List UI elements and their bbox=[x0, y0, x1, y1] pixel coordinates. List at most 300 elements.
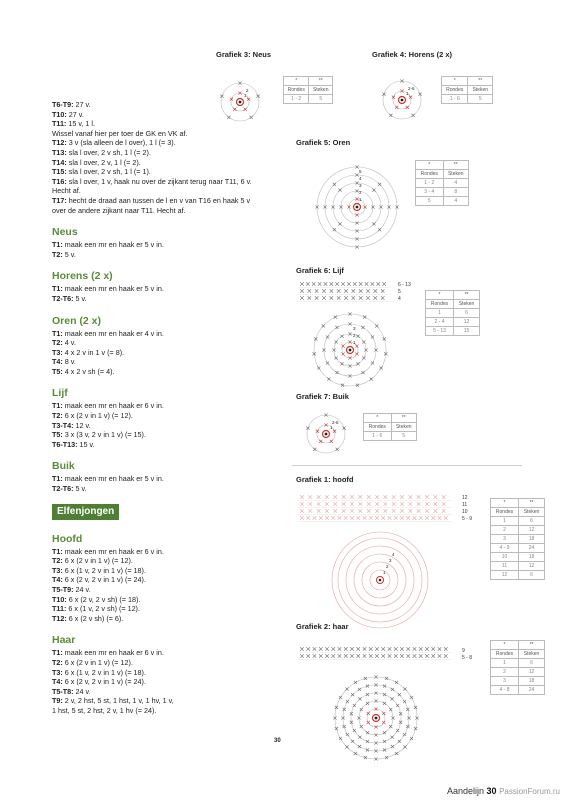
legend-cell: 5 bbox=[468, 95, 493, 104]
stitch-x bbox=[410, 696, 413, 699]
stitch-x bbox=[325, 495, 329, 499]
instruction-line bbox=[52, 148, 292, 158]
round-number: 1 bbox=[406, 91, 409, 96]
legend-cell: 6 bbox=[454, 309, 480, 318]
stitch-x bbox=[395, 106, 398, 109]
stitch-x bbox=[327, 378, 330, 381]
stitch-x bbox=[383, 337, 386, 340]
instruction-line bbox=[52, 177, 292, 187]
footer-magazine: Aandelijn bbox=[447, 786, 485, 796]
instruction-line bbox=[52, 158, 292, 168]
round-number: 2-6 bbox=[332, 420, 339, 425]
stitch-x bbox=[398, 693, 401, 696]
legend-cell: 4 bbox=[443, 179, 468, 188]
stitch-x bbox=[438, 647, 442, 651]
round-key: T5-T8: bbox=[52, 686, 74, 696]
legend-cell: 5 bbox=[391, 432, 416, 441]
stitch-x bbox=[389, 114, 392, 117]
round-number: 3 bbox=[353, 326, 356, 331]
chart-title-haar: Grafiek 2: haar bbox=[296, 622, 349, 631]
stitch-x bbox=[359, 509, 363, 513]
legend-cell: 11 bbox=[491, 562, 519, 571]
round-key: T11: bbox=[52, 119, 67, 129]
stitch-x bbox=[381, 516, 385, 520]
section-divider bbox=[292, 465, 522, 466]
stitch-x bbox=[359, 495, 363, 499]
legend-cell: 12 bbox=[454, 318, 480, 327]
stitch-x bbox=[344, 647, 348, 651]
stitch-x bbox=[425, 495, 429, 499]
round-key: T2-T6: bbox=[52, 484, 74, 494]
round-number: 2 bbox=[386, 564, 389, 569]
instruction-line bbox=[52, 196, 292, 206]
stitch-x bbox=[324, 282, 328, 286]
stitch-x bbox=[425, 647, 429, 651]
stitch-x bbox=[383, 693, 386, 696]
stitch-x bbox=[356, 647, 360, 651]
legend-cell: 1 - 2 bbox=[284, 95, 309, 104]
stitch-x bbox=[338, 222, 341, 225]
stitch-x bbox=[444, 647, 448, 651]
stitch-x bbox=[353, 729, 356, 732]
round-text: 27 v. bbox=[73, 100, 91, 109]
stitch-x bbox=[372, 222, 375, 225]
row-label: 10 bbox=[462, 509, 468, 515]
legend-head: * bbox=[442, 77, 468, 86]
instruction-line bbox=[52, 401, 292, 411]
stitch-x bbox=[300, 296, 304, 300]
stitch-x bbox=[325, 654, 329, 658]
stitch-x bbox=[400, 654, 404, 658]
legend-subhead: Steken bbox=[443, 170, 468, 179]
instruction-line bbox=[52, 484, 292, 494]
stitch-x bbox=[319, 440, 322, 443]
stitch-x bbox=[331, 647, 335, 651]
stitch-x bbox=[300, 282, 304, 286]
stitch-x bbox=[383, 740, 386, 743]
stitch-x bbox=[306, 654, 310, 658]
legend-subhead: Steken bbox=[519, 650, 545, 659]
stitch-x bbox=[409, 509, 413, 513]
round-key: T6-T13: bbox=[52, 439, 78, 449]
legend-head: ** bbox=[391, 414, 416, 423]
round-text: 4 x 2 v sh (= 4). bbox=[62, 366, 115, 376]
stitch-x bbox=[342, 509, 346, 513]
stitch-x bbox=[383, 702, 386, 705]
stitch-x bbox=[380, 366, 383, 369]
legend-cell: 15 bbox=[454, 327, 480, 336]
stitch-x bbox=[390, 736, 393, 739]
row-label: 6 - 13 bbox=[398, 282, 411, 288]
round-key: T17: bbox=[52, 195, 67, 205]
stitch-x bbox=[313, 516, 317, 520]
legend-cell: 4 bbox=[443, 197, 468, 206]
stitch-x bbox=[354, 681, 357, 684]
legend-cell: 2 bbox=[491, 526, 519, 535]
crochet-chart-neus bbox=[210, 72, 270, 132]
stitch-x bbox=[353, 282, 357, 286]
stitch-x bbox=[336, 448, 339, 451]
round-number: 1 bbox=[359, 197, 362, 202]
instruction-line bbox=[52, 250, 292, 260]
legend-table-oren bbox=[415, 160, 469, 206]
stitch-x bbox=[384, 509, 388, 513]
stitch-x bbox=[417, 495, 421, 499]
stitch-x bbox=[369, 647, 373, 651]
legend-head: * bbox=[491, 641, 519, 650]
stitch-x bbox=[318, 282, 322, 286]
stitch-x bbox=[351, 740, 354, 743]
stitch-x bbox=[438, 516, 442, 520]
stitch-x bbox=[300, 509, 304, 513]
stitch-x bbox=[392, 509, 396, 513]
round-key: T5: bbox=[52, 430, 63, 440]
legend-subhead: Rondes bbox=[284, 86, 309, 95]
stitch-x bbox=[309, 509, 313, 513]
legend-cell: 6 bbox=[519, 517, 545, 526]
round-text: 6 x (2 v, 2 v sh) (= 18). bbox=[66, 594, 141, 604]
instruction-line bbox=[52, 338, 292, 348]
stitch-x bbox=[361, 371, 364, 374]
stitch-x bbox=[334, 509, 338, 513]
stitch-x bbox=[335, 282, 339, 286]
round-number: 2 bbox=[246, 88, 249, 93]
round-text: 2 v, 2 hst, 5 st, 1 hst, 1 v, 1 hv, 1 v, bbox=[62, 696, 174, 706]
row-label: 5 bbox=[398, 289, 401, 295]
stitch-x bbox=[350, 495, 354, 499]
instruction-line bbox=[52, 186, 292, 196]
round-text: maak een mr en haak er 5 v in. bbox=[62, 474, 164, 484]
center-dot bbox=[375, 717, 378, 720]
instruction-line bbox=[52, 648, 292, 658]
page-number-inline: 30 bbox=[274, 738, 281, 744]
stitch-x bbox=[434, 502, 438, 506]
legend-table-hoofd bbox=[490, 498, 545, 580]
legend-subhead: Steken bbox=[454, 300, 480, 309]
round-text: 15 v. bbox=[77, 439, 95, 449]
stitch-x bbox=[314, 337, 317, 340]
stitch-x bbox=[378, 228, 381, 231]
legend-head: * bbox=[416, 161, 444, 170]
stitch-x bbox=[360, 725, 363, 728]
legend-head: ** bbox=[443, 161, 468, 170]
round-text: 5 v. bbox=[73, 484, 87, 494]
stitch-x bbox=[341, 282, 345, 286]
legend-table-lijf bbox=[425, 290, 480, 336]
chart-title-buik: Grafiek 7: Buik bbox=[296, 392, 349, 401]
stitch-x bbox=[306, 427, 309, 430]
stitch-x bbox=[395, 752, 398, 755]
stitch-x bbox=[371, 335, 374, 338]
round-key: T3: bbox=[52, 667, 63, 677]
stitch-x bbox=[322, 324, 325, 327]
stitch-x bbox=[322, 289, 326, 293]
stitch-x bbox=[394, 516, 398, 520]
stitch-x bbox=[398, 740, 401, 743]
stitch-x bbox=[378, 183, 381, 186]
stitch-x bbox=[370, 378, 373, 381]
round-text: sla l over, 2 v sh, 1 l (= 2). bbox=[66, 147, 151, 157]
stitch-x bbox=[300, 516, 304, 520]
stitch-x bbox=[350, 647, 354, 651]
legend-subhead: Rondes bbox=[416, 170, 444, 179]
stitch-x bbox=[403, 687, 406, 690]
stitch-x bbox=[410, 737, 413, 740]
stitch-x bbox=[359, 296, 363, 300]
round-number: 3 bbox=[389, 558, 392, 563]
legend-head: * bbox=[364, 414, 392, 423]
stitch-x bbox=[381, 296, 385, 300]
stitch-x bbox=[326, 335, 329, 338]
stitch-x bbox=[425, 654, 429, 658]
legend-cell: 12 bbox=[491, 571, 519, 580]
stitch-x bbox=[331, 654, 335, 658]
round-text: maak een mr en haak er 4 v in. bbox=[62, 328, 164, 338]
legend-table-haar bbox=[490, 640, 545, 695]
legend-head: ** bbox=[519, 641, 545, 650]
round-text: 6 x (2 v, 2 v in 1 v) (= 24). bbox=[62, 677, 146, 687]
round-text: 27 v. bbox=[66, 109, 84, 119]
round-key: T1: bbox=[52, 401, 63, 411]
round-number: 1 bbox=[383, 570, 386, 575]
instruction-line bbox=[52, 329, 292, 339]
legend-cell: 1 - 6 bbox=[442, 95, 468, 104]
instruction-line bbox=[52, 474, 292, 484]
stitch-x bbox=[356, 362, 359, 365]
legend-cell: 1 bbox=[426, 309, 454, 318]
stitch-x bbox=[350, 654, 354, 658]
instruction-line bbox=[52, 240, 292, 250]
stitch-x bbox=[375, 495, 379, 499]
stitch-x bbox=[372, 188, 375, 191]
chart-title-neus: Grafiek 3: Neus bbox=[216, 50, 272, 59]
stitch-x bbox=[356, 335, 359, 338]
round-text: 8 v. bbox=[62, 357, 76, 367]
legend-subhead: Steken bbox=[519, 508, 545, 517]
stitch-x bbox=[341, 344, 344, 347]
stitch-x bbox=[340, 362, 343, 365]
instruction-line bbox=[52, 595, 292, 605]
stitch-x bbox=[382, 93, 385, 96]
row-label: 11 bbox=[462, 502, 468, 508]
stitch-x bbox=[309, 495, 313, 499]
stitch-x bbox=[375, 502, 379, 506]
section-title: Hoofd bbox=[52, 532, 83, 545]
round-text: 6 x (2 v in 1 v) (= 12). bbox=[62, 657, 133, 667]
stitch-x bbox=[338, 647, 342, 651]
instruction-line bbox=[52, 604, 292, 614]
legend-cell: 1 - 2 bbox=[416, 179, 444, 188]
round-text: 5 v. bbox=[62, 249, 76, 259]
stitch-x bbox=[358, 688, 361, 691]
round-number: 2 bbox=[353, 333, 356, 338]
round-key: T2: bbox=[52, 338, 63, 348]
legend-cell: 12 bbox=[519, 668, 545, 677]
stitch-x bbox=[417, 502, 421, 506]
stitch-x bbox=[325, 647, 329, 651]
round-text: Hecht af. bbox=[52, 186, 81, 196]
round-text: 6 x (2 v sh) (= 6). bbox=[66, 613, 124, 623]
stitch-x bbox=[400, 495, 404, 499]
legend-cell: 12 bbox=[519, 562, 545, 571]
section-title: Horens (2 x) bbox=[52, 270, 113, 283]
legend-cell: 3 bbox=[491, 677, 519, 686]
round-key: T3: bbox=[52, 565, 63, 575]
stitch-x bbox=[317, 502, 321, 506]
round-text: 6 x (1 v, 2 v in 1 v) (= 18). bbox=[62, 565, 146, 575]
stitch-x bbox=[360, 708, 363, 711]
stitch-x bbox=[347, 282, 351, 286]
instruction-line bbox=[52, 658, 292, 668]
stitch-x bbox=[371, 361, 374, 364]
stitch-x bbox=[431, 654, 435, 658]
stitch-x bbox=[313, 647, 317, 651]
legend-cell: 24 bbox=[519, 686, 545, 695]
legend-cell: 10 bbox=[491, 553, 519, 562]
stitch-x bbox=[308, 296, 312, 300]
stitch-x bbox=[375, 509, 379, 513]
legend-cell: 18 bbox=[519, 553, 545, 562]
stitch-x bbox=[381, 654, 385, 658]
footer-page-number: 30 bbox=[486, 786, 497, 796]
stitch-x bbox=[375, 654, 379, 658]
stitch-x bbox=[384, 495, 388, 499]
stitch-x bbox=[345, 687, 348, 690]
stitch-x bbox=[412, 114, 415, 117]
round-number: 1 bbox=[353, 340, 356, 345]
stitch-x bbox=[220, 95, 223, 98]
stitch-x bbox=[374, 289, 378, 293]
round-key: T10: bbox=[52, 594, 67, 604]
round-text: 4 x 2 v in 1 v (= 8). bbox=[62, 347, 125, 357]
round-text: maak een mr en haak er 5 v in. bbox=[62, 284, 164, 294]
stitch-x bbox=[375, 324, 378, 327]
stitch-x bbox=[352, 296, 356, 300]
round-key: T13: bbox=[52, 147, 67, 157]
round-key: T5: bbox=[52, 366, 63, 376]
stitch-x bbox=[395, 681, 398, 684]
stitch-x bbox=[244, 108, 247, 111]
stitch-x bbox=[309, 502, 313, 506]
stitch-x bbox=[362, 356, 365, 359]
stitch-x bbox=[355, 344, 358, 347]
stitch-x bbox=[406, 106, 409, 109]
stitch-x bbox=[358, 697, 361, 700]
stitch-x bbox=[313, 654, 317, 658]
round-key: T1: bbox=[52, 474, 63, 484]
stitch-x bbox=[383, 731, 386, 734]
legend-cell: 4 - 9 bbox=[491, 544, 519, 553]
crochet-chart-haar-round bbox=[328, 670, 424, 766]
center-dot bbox=[379, 579, 382, 582]
stitch-x bbox=[306, 647, 310, 651]
stitch-x bbox=[342, 502, 346, 506]
stitch-x bbox=[337, 296, 341, 300]
stitch-x bbox=[425, 516, 429, 520]
stitch-x bbox=[391, 688, 394, 691]
stitch-x bbox=[333, 183, 336, 186]
legend-cell: 5 - 13 bbox=[426, 327, 454, 336]
legend-cell: 6 bbox=[519, 571, 545, 580]
stitch-x bbox=[350, 502, 354, 506]
legend-cell: 12 bbox=[519, 526, 545, 535]
round-text: 3 v (sla alleen de l over), 1 l (= 3). bbox=[66, 138, 176, 148]
center-dot bbox=[239, 101, 242, 104]
stitch-x bbox=[326, 361, 329, 364]
stitch-x bbox=[344, 296, 348, 300]
row-label: 5 - 9 bbox=[462, 516, 473, 522]
legend-subhead: Steken bbox=[468, 86, 493, 95]
stitch-x bbox=[341, 352, 344, 355]
stitch-x bbox=[388, 516, 392, 520]
stitch-x bbox=[359, 289, 363, 293]
stitch-x bbox=[406, 654, 410, 658]
stitch-x bbox=[403, 733, 406, 736]
stitch-x bbox=[317, 495, 321, 499]
pattern-text-column bbox=[52, 100, 292, 716]
section-title: Neus bbox=[52, 226, 78, 239]
legend-subhead: Steken bbox=[309, 86, 333, 95]
stitch-x bbox=[342, 495, 346, 499]
round-key: T9: bbox=[52, 696, 63, 706]
round-text: 4 v. bbox=[62, 338, 76, 348]
instruction-line bbox=[52, 411, 292, 421]
stitch-x bbox=[376, 282, 380, 286]
stitch-x bbox=[366, 740, 369, 743]
stitch-x bbox=[434, 495, 438, 499]
stitch-x bbox=[374, 296, 378, 300]
stitch-x bbox=[319, 654, 323, 658]
chart-title-horens: Grafiek 4: Horens (2 x) bbox=[372, 50, 453, 59]
instruction-line bbox=[52, 556, 292, 566]
legend-cell: 1 bbox=[491, 517, 519, 526]
stitch-x bbox=[344, 516, 348, 520]
legend-head: * bbox=[491, 499, 519, 508]
instruction-line bbox=[52, 668, 292, 678]
stitch-x bbox=[339, 696, 342, 699]
stitch-x bbox=[308, 289, 312, 293]
legend-head: ** bbox=[519, 499, 545, 508]
stitch-x bbox=[315, 296, 319, 300]
stitch-x bbox=[366, 731, 369, 734]
stitch-x bbox=[250, 116, 253, 119]
round-text: 1 hst, 5 st, 2 hst, 2 v, 1 hv (= 24). bbox=[52, 705, 157, 715]
round-text: 6 x (1 v, 2 v sh) (= 12). bbox=[66, 604, 140, 614]
stitch-x bbox=[317, 509, 321, 513]
instruction-line bbox=[52, 677, 292, 687]
round-number: 4 bbox=[392, 552, 395, 557]
round-key: T6-T9: bbox=[52, 100, 74, 109]
instruction-line bbox=[52, 585, 292, 595]
stitch-x bbox=[315, 289, 319, 293]
section-banner: Elfenjongen bbox=[52, 504, 119, 520]
stitch-x bbox=[400, 509, 404, 513]
round-key: T15: bbox=[52, 167, 67, 177]
round-text: 6 x (2 v, 2 v in 1 v) (= 24). bbox=[62, 575, 146, 585]
stitch-x bbox=[359, 282, 363, 286]
row-label: 5 - 8 bbox=[462, 655, 473, 661]
stitch-x bbox=[367, 495, 371, 499]
round-text: 6 x (1 v, 2 v in 1 v) (= 18). bbox=[62, 667, 146, 677]
instruction-line bbox=[52, 167, 292, 177]
round-key: T2: bbox=[52, 556, 63, 566]
round-key: T2: bbox=[52, 249, 63, 259]
instruction-line bbox=[52, 138, 292, 148]
stitch-x bbox=[384, 502, 388, 506]
stitch-x bbox=[409, 502, 413, 506]
stitch-x bbox=[392, 495, 396, 499]
stitch-x bbox=[394, 647, 398, 651]
